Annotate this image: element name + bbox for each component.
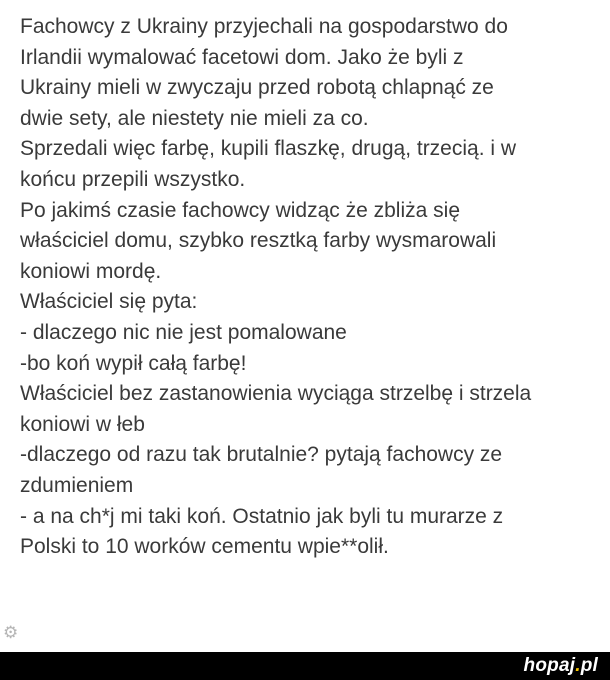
text-line: zdumieniem: [20, 473, 134, 497]
text-line: Po jakimś czasie fachowcy widząc że zbliża się: [20, 198, 460, 222]
gear-icon: ⚙: [3, 623, 19, 643]
text-line: Ukrainy mieli w zwyczaju przed robotą chlapnąć ze: [20, 76, 494, 100]
text-line: - dlaczego nic nie jest pomalowane: [20, 320, 347, 344]
text-line: Właściciel się pyta:: [20, 290, 198, 314]
text-line: właściciel domu, szybko resztką farby wysmarowali: [20, 229, 497, 253]
text-line: Irlandii wymalować facetowi dom. Jako że byli z: [20, 45, 464, 69]
text-line: koniowi w łeb: [20, 412, 145, 436]
text-line: końcu przepili wszystko.: [20, 167, 246, 191]
text-line: Polski to 10 worków cementu wpie**olił.: [20, 535, 389, 559]
text-line: dwie sety, ale niestety nie mieli za co.: [20, 106, 369, 130]
text-line: Fachowcy z Ukrainy przyjechali na gospodarstwo do: [20, 15, 508, 38]
joke-text: [20, 12, 600, 563]
logo-main: hopaj: [523, 655, 576, 676]
text-line: Sprzedali więc farbę, kupili flaszkę, drugą, trzecią. i w: [20, 137, 517, 161]
text-line: -bo koń wypił całą farbę!: [20, 351, 247, 375]
text-line: -dlaczego od razu tak brutalnie? pytają fachowcy ze: [20, 443, 503, 467]
text-line: koniowi mordę.: [20, 259, 162, 283]
watermark-bar: [0, 652, 610, 680]
text-line: - a na ch*j mi taki koń. Ostatnio jak byli tu murarze z: [20, 504, 504, 528]
text-line: Właściciel bez zastanowienia wyciąga strzelbę i strzela: [20, 382, 532, 406]
logo-dot: .: [575, 655, 581, 676]
logo-tld: pl: [580, 655, 598, 676]
site-logo: [524, 652, 598, 680]
